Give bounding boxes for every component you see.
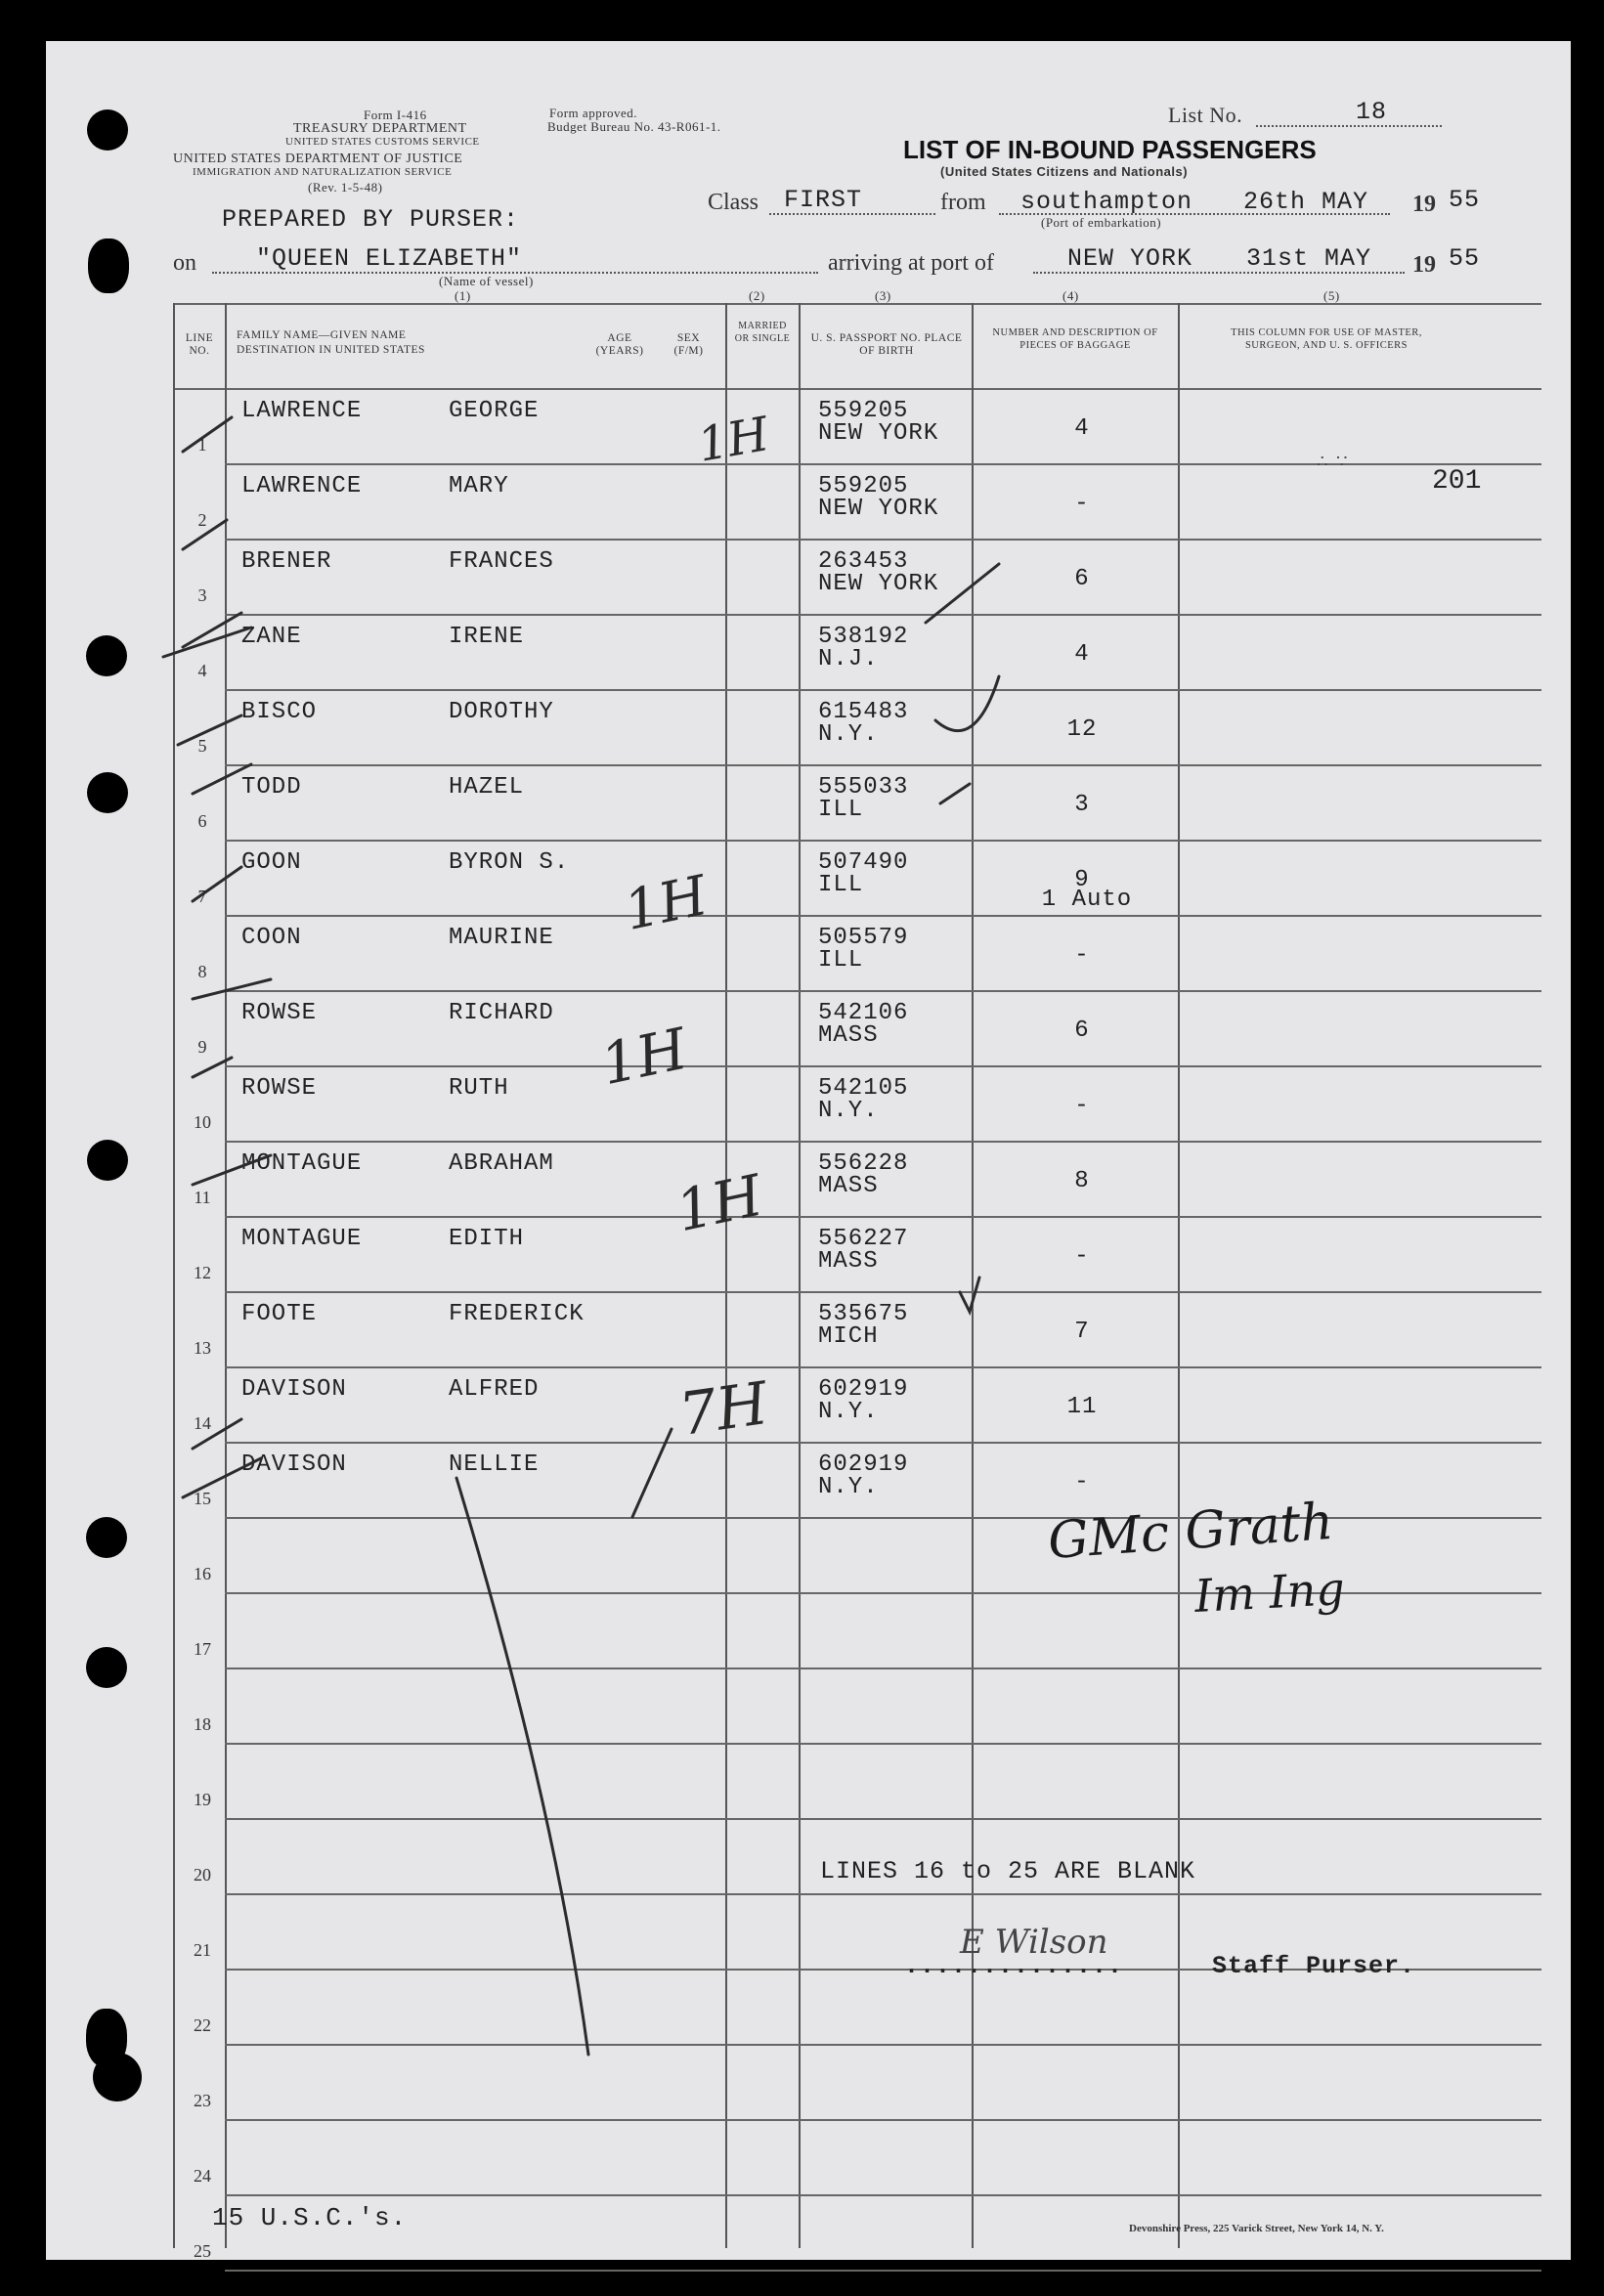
line-number: 1: [197, 435, 207, 455]
family-name: MONTAGUE: [241, 1226, 363, 1252]
age-mark-1: 1H: [693, 407, 773, 473]
vessel-name: "QUEEN ELIZABETH": [256, 244, 523, 273]
col-num-1: (1): [455, 288, 471, 303]
class-value: FIRST: [784, 186, 863, 214]
place-of-birth: N.J.: [818, 646, 879, 672]
on-label: on: [173, 250, 196, 276]
family-name: TODD: [241, 774, 302, 801]
place-of-birth: MASS: [818, 1022, 879, 1049]
signature-role: Im Ing: [1192, 1562, 1346, 1623]
age-mark-5: 7H: [674, 1369, 772, 1450]
place-of-birth: ILL: [818, 872, 864, 898]
line-number: 25: [194, 2241, 211, 2261]
place-of-birth: N.Y.: [818, 721, 879, 748]
given-name: FREDERICK: [449, 1301, 585, 1327]
line-number: 24: [194, 2166, 211, 2186]
signature-name: GMc Grath: [1046, 1492, 1335, 1572]
revision-date: (Rev. 1-5-48): [308, 180, 383, 195]
passport-number: 542105: [818, 1075, 909, 1102]
family-name: ZANE: [241, 624, 302, 650]
passport-number: 615483: [818, 699, 909, 725]
officer-dots: ∴ ∵: [1317, 452, 1350, 471]
col-num-4: (4): [1062, 288, 1079, 303]
given-name: EDITH: [449, 1226, 525, 1252]
check-mark: [935, 676, 999, 731]
baggage-count: 8: [1074, 1168, 1090, 1194]
place-of-birth: N.Y.: [818, 1098, 879, 1124]
line-number: 21: [194, 1940, 211, 1960]
place-of-birth: NEW YORK: [818, 571, 939, 597]
line-number: 17: [194, 1639, 211, 1659]
row-divider: [225, 1366, 1541, 1368]
given-name: MAURINE: [449, 925, 554, 951]
row-divider: [225, 1743, 1541, 1745]
baggage-extra: 1 Auto: [1041, 887, 1133, 913]
baggage-count: -: [1074, 491, 1090, 517]
passport-number: 559205: [818, 473, 909, 499]
tick-mark: [163, 628, 251, 657]
header-married: MARRIED OR SINGLE: [734, 321, 791, 344]
row-divider: [225, 2044, 1541, 2046]
embark-caption: (Port of embarkation): [1041, 215, 1162, 230]
punch-hole: [88, 238, 129, 293]
passport-number: 535675: [818, 1301, 909, 1327]
place-of-birth: N.Y.: [818, 1474, 879, 1500]
baggage-count: 6: [1074, 1018, 1090, 1044]
line-number: 9: [197, 1037, 207, 1057]
family-name: BISCO: [241, 699, 318, 725]
baggage-count: 7: [1074, 1319, 1090, 1345]
header-sex: SEX (F/M): [673, 332, 704, 357]
line-number: 3: [197, 585, 207, 605]
row-divider: [225, 840, 1541, 842]
baggage-count: 4: [1074, 415, 1090, 442]
passport-number: 556228: [818, 1150, 909, 1177]
line-number: 4: [197, 661, 207, 680]
family-name: DAVISON: [241, 1451, 347, 1478]
usc-note: 15 U.S.C.'s.: [212, 2203, 408, 2232]
passport-number: 602919: [818, 1451, 909, 1478]
punch-hole: [87, 1140, 128, 1181]
header-name: FAMILY NAME—GIVEN NAME: [237, 329, 407, 341]
tick-mark: [183, 613, 241, 647]
given-name: RICHARD: [449, 1000, 554, 1026]
place-of-birth: MICH: [818, 1323, 879, 1350]
printer-note: Devonshire Press, 225 Varick Street, New York 14, N. Y.: [1129, 2223, 1384, 2234]
line-number: 8: [197, 962, 207, 981]
age-mark-4: 1H: [670, 1161, 768, 1245]
year-prefix-2: 19: [1412, 252, 1436, 278]
page-subtitle: (United States Citizens and Nationals): [940, 164, 1189, 179]
row-divider: [225, 1291, 1541, 1293]
line-number: 12: [194, 1263, 211, 1282]
line-number: 13: [194, 1338, 211, 1358]
punch-hole: [86, 635, 127, 676]
line-number: 20: [194, 1865, 211, 1884]
place-of-birth: MASS: [818, 1173, 879, 1199]
passport-number: 507490: [818, 849, 909, 876]
row-divider: [225, 2119, 1541, 2121]
line-number: 14: [194, 1413, 211, 1433]
passport-number: 505579: [818, 925, 909, 951]
row-divider: [225, 539, 1541, 541]
place-of-birth: NEW YORK: [818, 496, 939, 522]
treasury-dept: TREASURY DEPARTMENT: [293, 121, 467, 136]
header-officers: THIS COLUMN FOR USE OF MASTER, SURGEON, AND U. S. OFFICERS: [1231, 327, 1422, 351]
age-mark-3: 1H: [594, 1015, 693, 1099]
punch-hole: [93, 2053, 142, 2101]
budget-bureau: Budget Bureau No. 43-R061-1.: [547, 119, 721, 134]
baggage-count: 11: [1066, 1394, 1098, 1420]
header-passport: U. S. PASSPORT NO. PLACE OF BIRTH: [810, 332, 963, 357]
family-name: FOOTE: [241, 1301, 318, 1327]
customs-service: UNITED STATES CUSTOMS SERVICE: [285, 136, 480, 148]
line-number: 6: [197, 811, 207, 831]
row-divider: [225, 689, 1541, 691]
row-divider: [225, 1065, 1541, 1067]
family-name: BRENER: [241, 548, 332, 575]
row-divider: [225, 1517, 1541, 1519]
col-num-5: (5): [1323, 288, 1340, 303]
baggage-count: 4: [1074, 641, 1090, 668]
row-divider: [225, 1818, 1541, 1820]
given-name: HAZEL: [449, 774, 525, 801]
purser-title: Staff Purser.: [1212, 1952, 1416, 1980]
line-number: 11: [194, 1188, 211, 1207]
age-mark-2: 1H: [619, 863, 714, 944]
passport-number: 556227: [818, 1226, 909, 1252]
header-age: AGE (YEARS): [595, 332, 644, 357]
family-name: LAWRENCE: [241, 473, 363, 499]
line-number: 10: [194, 1112, 211, 1132]
col-num-3: (3): [875, 288, 891, 303]
line-number: 18: [194, 1714, 211, 1734]
from-label: from: [940, 190, 986, 215]
baggage-count: 12: [1066, 716, 1098, 743]
passport-number: 559205: [818, 398, 909, 424]
header-line-no: LINE NO.: [185, 332, 214, 357]
manifest-page: [46, 41, 1571, 2260]
line-number: 19: [194, 1790, 211, 1809]
baggage-count: 3: [1074, 792, 1090, 818]
punch-hole: [87, 109, 128, 151]
punch-hole: [86, 1517, 127, 1558]
line-number: 15: [194, 1489, 211, 1508]
baggage-count: 6: [1074, 566, 1090, 592]
check-mark: [940, 784, 970, 803]
row-divider: [225, 1141, 1541, 1143]
passport-number: 263453: [818, 548, 909, 575]
row-divider: [225, 614, 1541, 616]
row-divider: [225, 915, 1541, 917]
punch-hole: [87, 772, 128, 813]
row-divider: [225, 2194, 1541, 2196]
line-number: 7: [197, 887, 207, 906]
place-of-birth: ILL: [818, 947, 864, 974]
family-name: LAWRENCE: [241, 398, 363, 424]
embark-date: 26th MAY: [1243, 188, 1369, 216]
list-no-label: List No.: [1168, 103, 1243, 127]
row-divider: [225, 2270, 1541, 2272]
line-number: 23: [194, 2091, 211, 2110]
family-name: ROWSE: [241, 1000, 318, 1026]
place-of-birth: N.Y.: [818, 1399, 879, 1425]
family-name: GOON: [241, 849, 302, 876]
passport-number: 542106: [818, 1000, 909, 1026]
arriving-label: arriving at port of: [828, 250, 994, 276]
baggage-count: 9: [1074, 867, 1090, 893]
family-name: MONTAGUE: [241, 1150, 363, 1177]
punch-hole: [86, 1647, 127, 1688]
year-2: 55: [1449, 244, 1481, 273]
form-number: Form I-416: [364, 108, 427, 122]
given-name: NELLIE: [449, 1451, 540, 1478]
place-of-birth: ILL: [818, 797, 864, 823]
justice-dept: UNITED STATES DEPARTMENT OF JUSTICE: [173, 152, 463, 166]
class-label: Class: [708, 190, 759, 215]
given-name: IRENE: [449, 624, 525, 650]
immigration-service: IMMIGRATION AND NATURALIZATION SERVICE: [193, 166, 453, 178]
blank-lines-note: LINES 16 to 25 ARE BLANK: [820, 1857, 1196, 1885]
prepared-by: PREPARED BY PURSER:: [222, 205, 520, 234]
baggage-count: -: [1074, 1469, 1090, 1495]
list-no-line: [1256, 125, 1442, 127]
given-name: BYRON S.: [449, 849, 570, 876]
line-number: 5: [197, 736, 207, 756]
col-num-2: (2): [749, 288, 765, 303]
passport-number: 538192: [818, 624, 909, 650]
year-1: 55: [1449, 186, 1481, 214]
row-divider: [225, 1893, 1541, 1895]
baggage-count: -: [1074, 1243, 1090, 1270]
row-divider: [225, 990, 1541, 992]
given-name: FRANCES: [449, 548, 554, 575]
line-number: 16: [194, 1564, 211, 1583]
header-destination: DESTINATION IN UNITED STATES: [237, 344, 425, 356]
given-name: ALFRED: [449, 1376, 540, 1403]
baggage-count: -: [1074, 1093, 1090, 1119]
officer-mark: 201: [1432, 466, 1482, 497]
given-name: RUTH: [449, 1075, 509, 1102]
form-approved: Form approved.: [549, 106, 638, 120]
header-baggage: NUMBER AND DESCRIPTION OF PIECES OF BAGGAGE: [992, 327, 1158, 351]
baggage-count: -: [1074, 942, 1090, 969]
list-no-value: 18: [1356, 98, 1388, 126]
place-of-birth: NEW YORK: [818, 420, 939, 447]
arrival-date: 31st MAY: [1246, 244, 1372, 273]
row-divider: [225, 1442, 1541, 1444]
family-name: COON: [241, 925, 302, 951]
family-name: ROWSE: [241, 1075, 318, 1102]
family-name: DAVISON: [241, 1376, 347, 1403]
year-prefix-1: 19: [1412, 192, 1436, 217]
arrival-port: NEW YORK: [1067, 244, 1193, 273]
tick-mark: [193, 979, 271, 999]
given-name: GEORGE: [449, 398, 540, 424]
given-name: MARY: [449, 473, 509, 499]
page-title: LIST OF IN-BOUND PASSENGERS: [903, 135, 1317, 164]
row-divider: [225, 1668, 1541, 1669]
given-name: ABRAHAM: [449, 1150, 554, 1177]
purser-initials: E Wilson: [960, 1923, 1108, 1962]
line-number: 2: [197, 510, 207, 530]
place-of-birth: MASS: [818, 1248, 879, 1275]
embark-port: southampton: [1020, 188, 1193, 216]
check-mark: [960, 1278, 979, 1312]
line-number: 22: [194, 2015, 211, 2035]
passport-number: 555033: [818, 774, 909, 801]
purser-dots: ..............: [904, 1952, 1124, 1980]
row-divider: [225, 764, 1541, 766]
given-name: DOROTHY: [449, 699, 554, 725]
row-divider: [225, 1216, 1541, 1218]
vessel-caption: (Name of vessel): [439, 274, 534, 288]
passport-number: 602919: [818, 1376, 909, 1403]
